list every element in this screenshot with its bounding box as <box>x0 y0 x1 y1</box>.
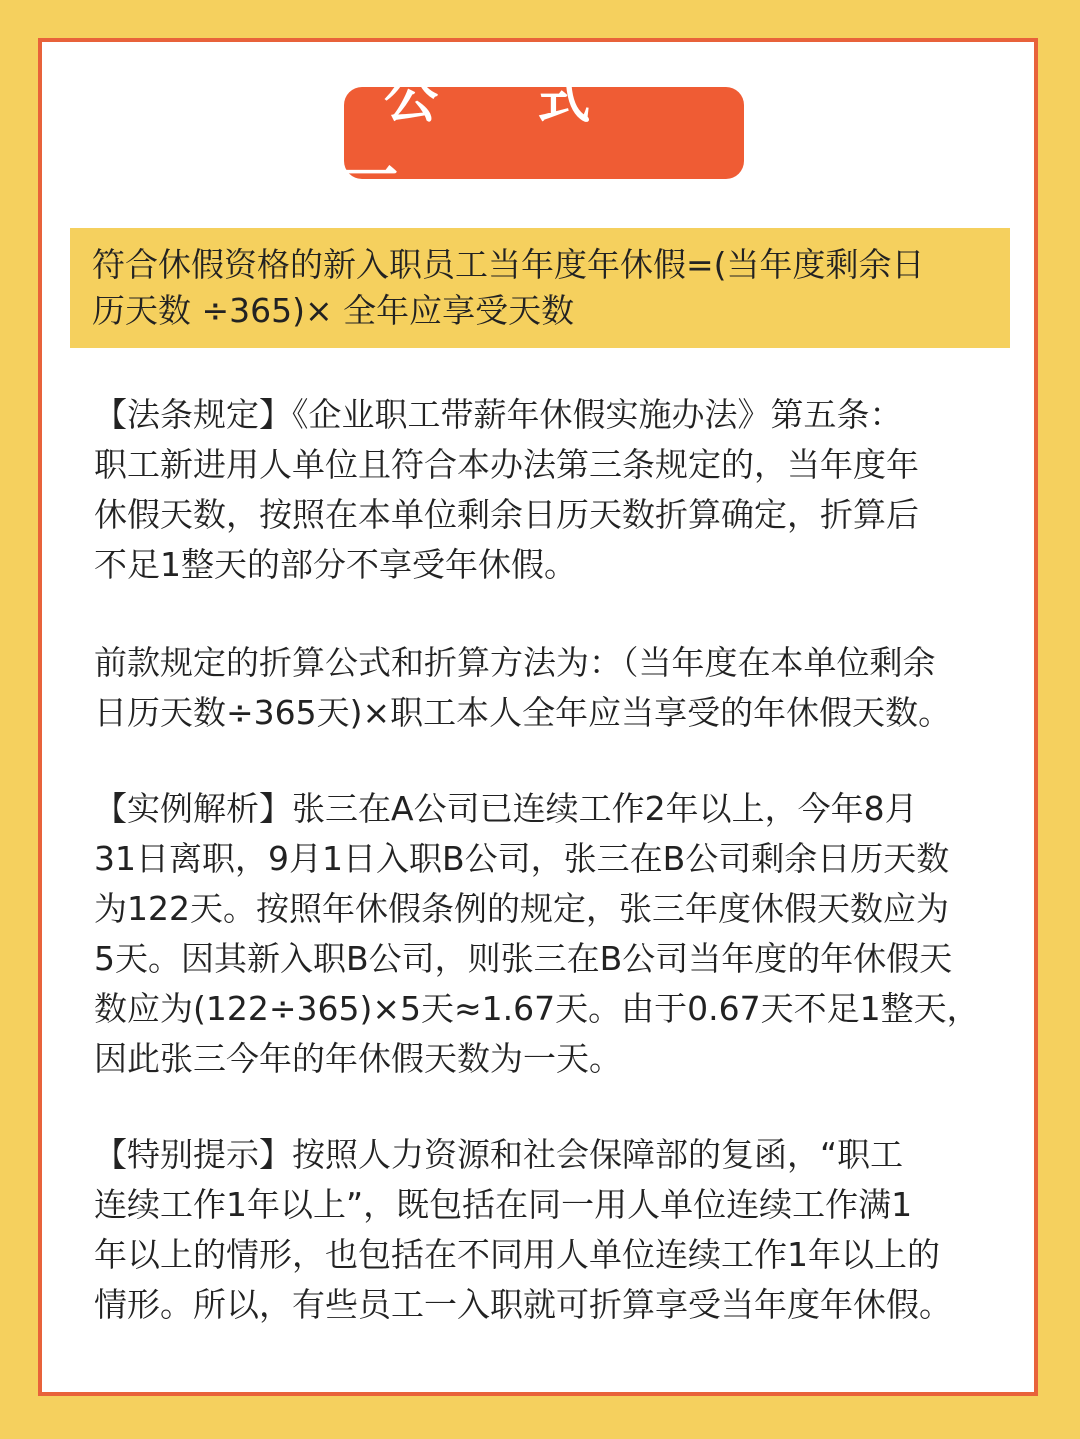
paragraph-line: 数应为(122÷365)×5天≈1.67天。由于0.67天不足1整天， <box>94 989 980 1028</box>
paragraph-line: 情形。所以，有些员工一入职就可折算享受当年度年休假。 <box>94 1285 952 1324</box>
paragraph-line: 【实例解析】张三在A公司已连续工作2年以上，今年8月 <box>94 789 918 828</box>
paragraph-line: 31日离职，9月1日入职B公司，张三在B公司剩余日历天数 <box>94 839 950 878</box>
content-card <box>38 38 1038 1396</box>
paragraph-line: 5天。因其新入职B公司，则张三在B公司当年度的年休假天 <box>94 939 953 978</box>
page-title: 公 式 一 <box>344 67 631 207</box>
paragraph-line: 职工新进用人单位且符合本办法第三条规定的，当年度年 <box>94 445 919 484</box>
paragraph-line: 【法条规定】《企业职工带薪年休假实施办法》第五条： <box>94 395 903 434</box>
paragraph-line: 因此张三今年的年休假天数为一天。 <box>94 1039 622 1078</box>
paragraph-line: 前款规定的折算公式和折算方法为：（当年度在本单位剩余 <box>94 643 936 682</box>
formula-line: 符合休假资格的新入职员工当年度年休假=(当年度剩余日 <box>92 245 925 284</box>
paragraph-line: 连续工作1年以上”，既包括在同一用人单位连续工作满1 <box>94 1185 913 1224</box>
paragraph-special-note <box>94 1130 1024 1330</box>
formula-line: 历天数 ÷365)× 全年应享受天数 <box>92 291 575 330</box>
paragraph-line: 日历天数÷365天)×职工本人全年应当享受的年休假天数。 <box>94 693 952 732</box>
paragraph-line: 【特别提示】按照人力资源和社会保障部的复函，“职工 <box>94 1135 904 1174</box>
paragraph-formula-method <box>94 638 1024 738</box>
paragraph-line: 为122天。按照年休假条例的规定，张三年度休假天数应为 <box>94 889 949 928</box>
paragraph-example-analysis <box>94 784 1024 1084</box>
paragraph-line: 休假天数，按照在本单位剩余日历天数折算确定，折算后 <box>94 495 919 534</box>
formula-highlight-box <box>70 228 1010 348</box>
paragraph-line: 年以上的情形，也包括在不同用人单位连续工作1年以上的 <box>94 1235 940 1274</box>
title-banner <box>344 67 744 207</box>
paragraph-legal-provision <box>94 390 1024 590</box>
paragraph-line: 不足1整天的部分不享受年休假。 <box>94 545 577 584</box>
